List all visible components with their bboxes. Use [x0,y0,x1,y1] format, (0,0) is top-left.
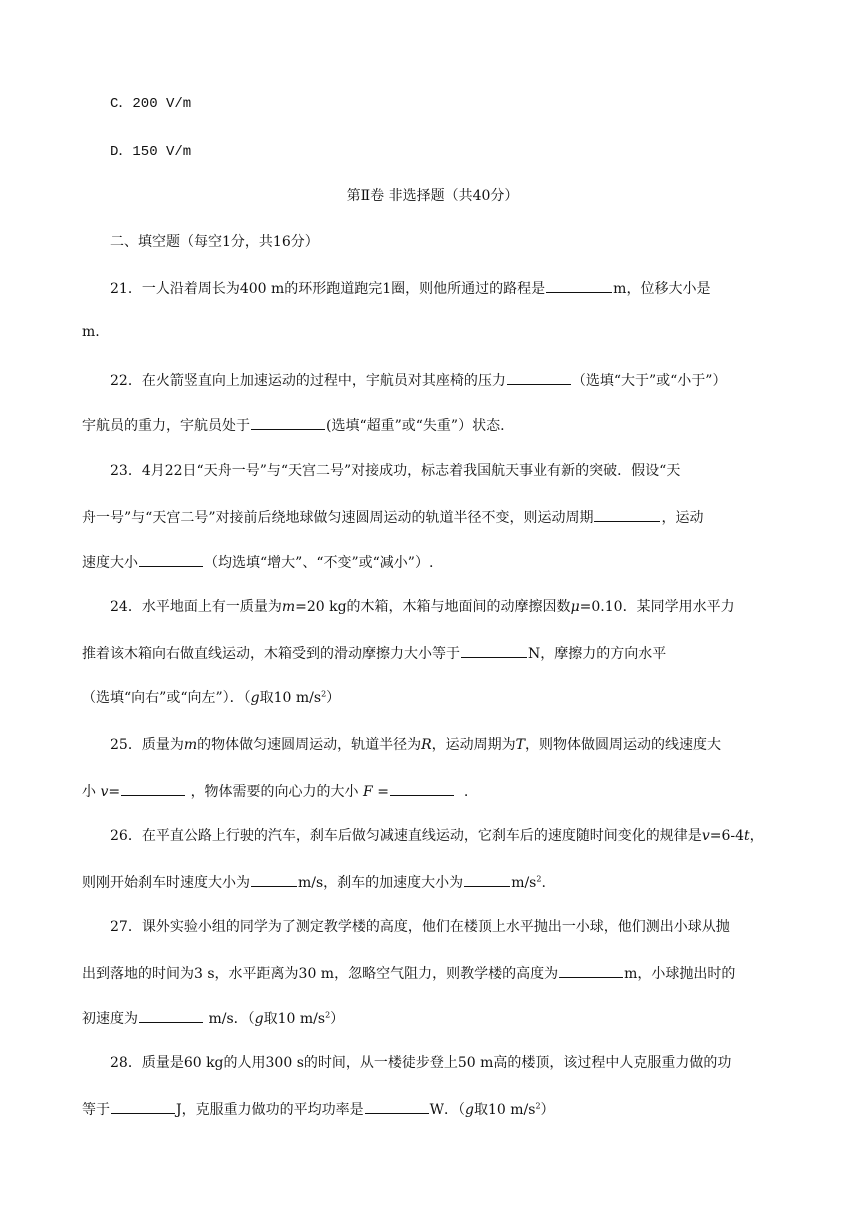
question-28-line-1: 28．质量是60 kg的人用300 s的时间，从一楼徒步登上50 m高的楼顶，该过程中人克服重力做的功 [110,1055,732,1071]
question-27-line-3: 初速度为 m/s．（g取10 $m/s^2$） [82,1007,344,1029]
question-22-line-1: 22．在火箭竖直向上加速运动的过程中，宇航员对其座椅的压力 （选填“大于”或“小于”） [110,369,726,391]
question-24-line-1: 24．水平地面上有一质量为m=20 kg的木箱，木箱与地面间的动摩擦因数μ=0.10．某同学用水平力 [110,599,735,615]
question-22-line-2: 宇航员的重力，宇航员处于 (选填“超重”或“失重”）状态. [82,414,505,436]
answer-blank-24-1[interactable] [461,642,527,658]
answer-blank-22-2[interactable] [251,414,325,430]
question-21-line-1: 21．一人沿着周长为400 m的环形跑道跑完1圈，则他所通过的路程是 m，位移大小是 [110,277,710,299]
answer-blank-28-2[interactable] [365,1098,429,1114]
answer-blank-26-2[interactable] [464,871,510,887]
question-27-line-1: 27．课外实验小组的同学为了测定教学楼的高度，他们在楼顶上水平抛出一小球，他们测出小球从抛 [110,919,730,935]
question-23-line-2: 舟一号”与“天宫二号”对接前后绕地球做匀速圆周运动的轨道半径不变，则运动周期 ，运动 [82,506,703,528]
answer-blank-26-1[interactable] [251,871,297,887]
question-26-line-2: 则刚开始刹车时速度大小为 m/s，刹车的加速度大小为 $m/s^2$. [82,871,546,893]
answer-blank-23-1[interactable] [594,506,660,522]
question-25-line-2: 小 v= ，物体需要的向心力的大小 F = . [82,780,468,802]
answer-blank-23-2[interactable] [139,551,203,567]
answer-blank-25-2[interactable] [390,780,454,796]
section-title: 第Ⅱ卷 非选择题（共40分） [346,188,519,204]
question-25-line-1: 25．质量为m的物体做匀速圆周运动，轨道半径为R，运动周期为T，则物体做圆周运动的线速度大 [110,737,721,753]
question-21-line-2: m. [82,324,100,340]
answer-blank-21-1[interactable] [546,277,612,293]
answer-blank-27-2[interactable] [139,1007,203,1023]
question-28-line-2: 等于 J，克服重力做功的平均功率是 W．（g取10 $m/s^2$） [82,1098,555,1120]
option-d: D．150 V/m [110,144,192,160]
question-23-line-1: 23．4月22日“天舟一号”与“天宫二号”对接成功，标志着我国航天事业有新的突破．假设“天 [110,463,681,479]
answer-blank-27-1[interactable] [559,962,623,978]
option-c: C．200 V/m [110,96,192,112]
question-24-line-2: 推着该木箱向右做直线运动，木箱受到的滑动摩擦力大小等于 N，摩擦力的方向水平 [82,642,666,664]
answer-blank-28-1[interactable] [111,1098,175,1114]
part-title: 二、填空题（每空1分，共16分） [110,234,319,250]
question-27-line-2: 出到落地的时间为3 s，水平距离为30 m，忽略空气阻力，则教学楼的高度为 m，小球抛出时的 [82,962,735,984]
answer-blank-25-1[interactable] [121,780,185,796]
answer-blank-22-1[interactable] [507,369,571,385]
question-23-line-3: 速度大小 （均选填“增大”、“不变”或“减小”）. [82,551,433,573]
question-24-line-3: （选填“向右”或“向左”）．（g取10 $m/s^2$） [82,689,341,706]
question-26-line-1: 26．在平直公路上行驶的汽车，刹车后做匀减速直线运动，它刹车后的速度随时间变化的规律是v=6-4t， [110,828,764,844]
